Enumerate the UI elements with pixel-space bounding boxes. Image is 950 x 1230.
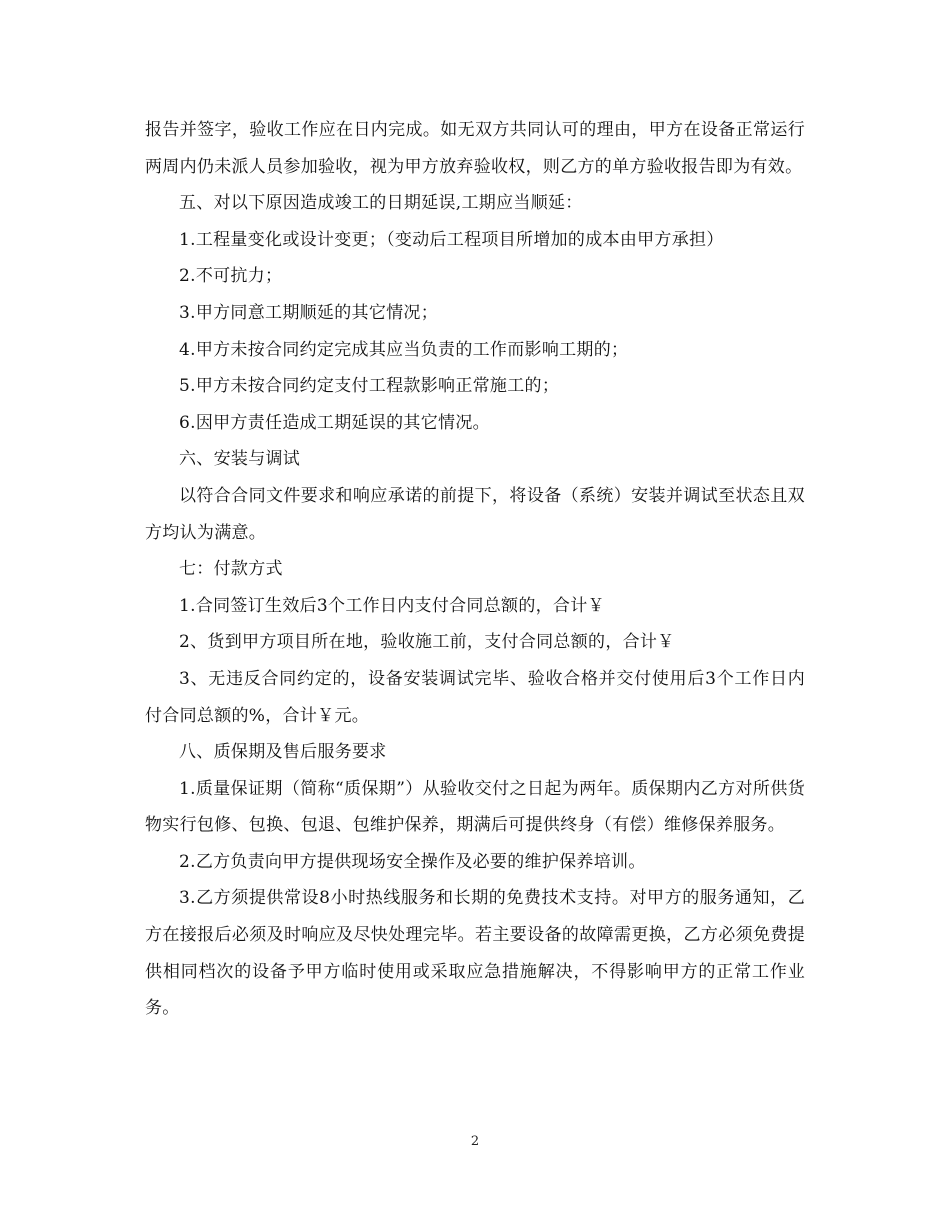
paragraph: 以符合合同文件要求和响应承诺的前提下，将设备（系统）安装并调试至状态且双方均认为满意。 [145,485,805,543]
list-item: 5.甲方未按合同约定支付工程款影响正常施工的； [179,376,560,397]
page-number: 2 [470,1134,480,1149]
section-heading: 七：付款方式 [179,559,283,580]
list-item: 2、货到甲方项目所在地，验收施工前，支付合同总额的，合计￥ [179,632,675,653]
list-item: 6.因甲方责任造成工期延误的其它情况。 [179,412,490,433]
paragraph: 报告并签字，验收工作应在日内完成。如无双方共同认可的理由，甲方在设备正常运行两周内仍未派人员参加验收，视为甲方放弃验收权，则乙方的单方验收报告即为有效。 [145,120,805,177]
list-item: 2.乙方负责向甲方提供现场安全操作及必要的维护保养培训。 [179,851,646,872]
list-item: 1.工程量变化或设计变更；（变动后工程项目所增加的成本由甲方承担） [179,229,724,250]
section-heading: 五、对以下原因造成竣工的日期延误,工期应当顺延： [179,193,583,214]
section-heading: 八、质保期及售后服务要求 [179,742,387,763]
list-item: 3.甲方同意工期顺延的其它情况； [179,302,439,323]
list-item: 2.不可抗力； [179,266,283,287]
list-item: 1.合同签订生效后3个工作日内支付合同总额的，合计￥ [179,595,605,616]
list-item: 3.乙方须提供常设8小时热线服务和长期的免费技术支持。对甲方的服务通知，乙方在接报后必须及时响应及尽快处理完毕。若主要设备的故障需更换，乙方必须免费提供相同档次的设备予甲方临时使用或采取应急措施解决，不得影响甲方的正常工作业务。 [145,888,805,1019]
document-body [145,112,805,1027]
section-heading: 六、安装与调试 [179,449,301,470]
list-item: 4.甲方未按合同约定完成其应当负责的工作而影响工期的； [179,339,629,360]
list-item: 3、无违反合同约定的，设备安装调试完毕、验收合格并交付使用后3个工作日内付合同总额的%，合计￥元。 [145,668,805,726]
list-item: 1.质量保证期（简称“质保期”）从验收交付之日起为两年。质保期内乙方对所供货物实行包修、包换、包退、包维护保养，期满后可提供终身（有偿）维修保养服务。 [145,778,805,836]
